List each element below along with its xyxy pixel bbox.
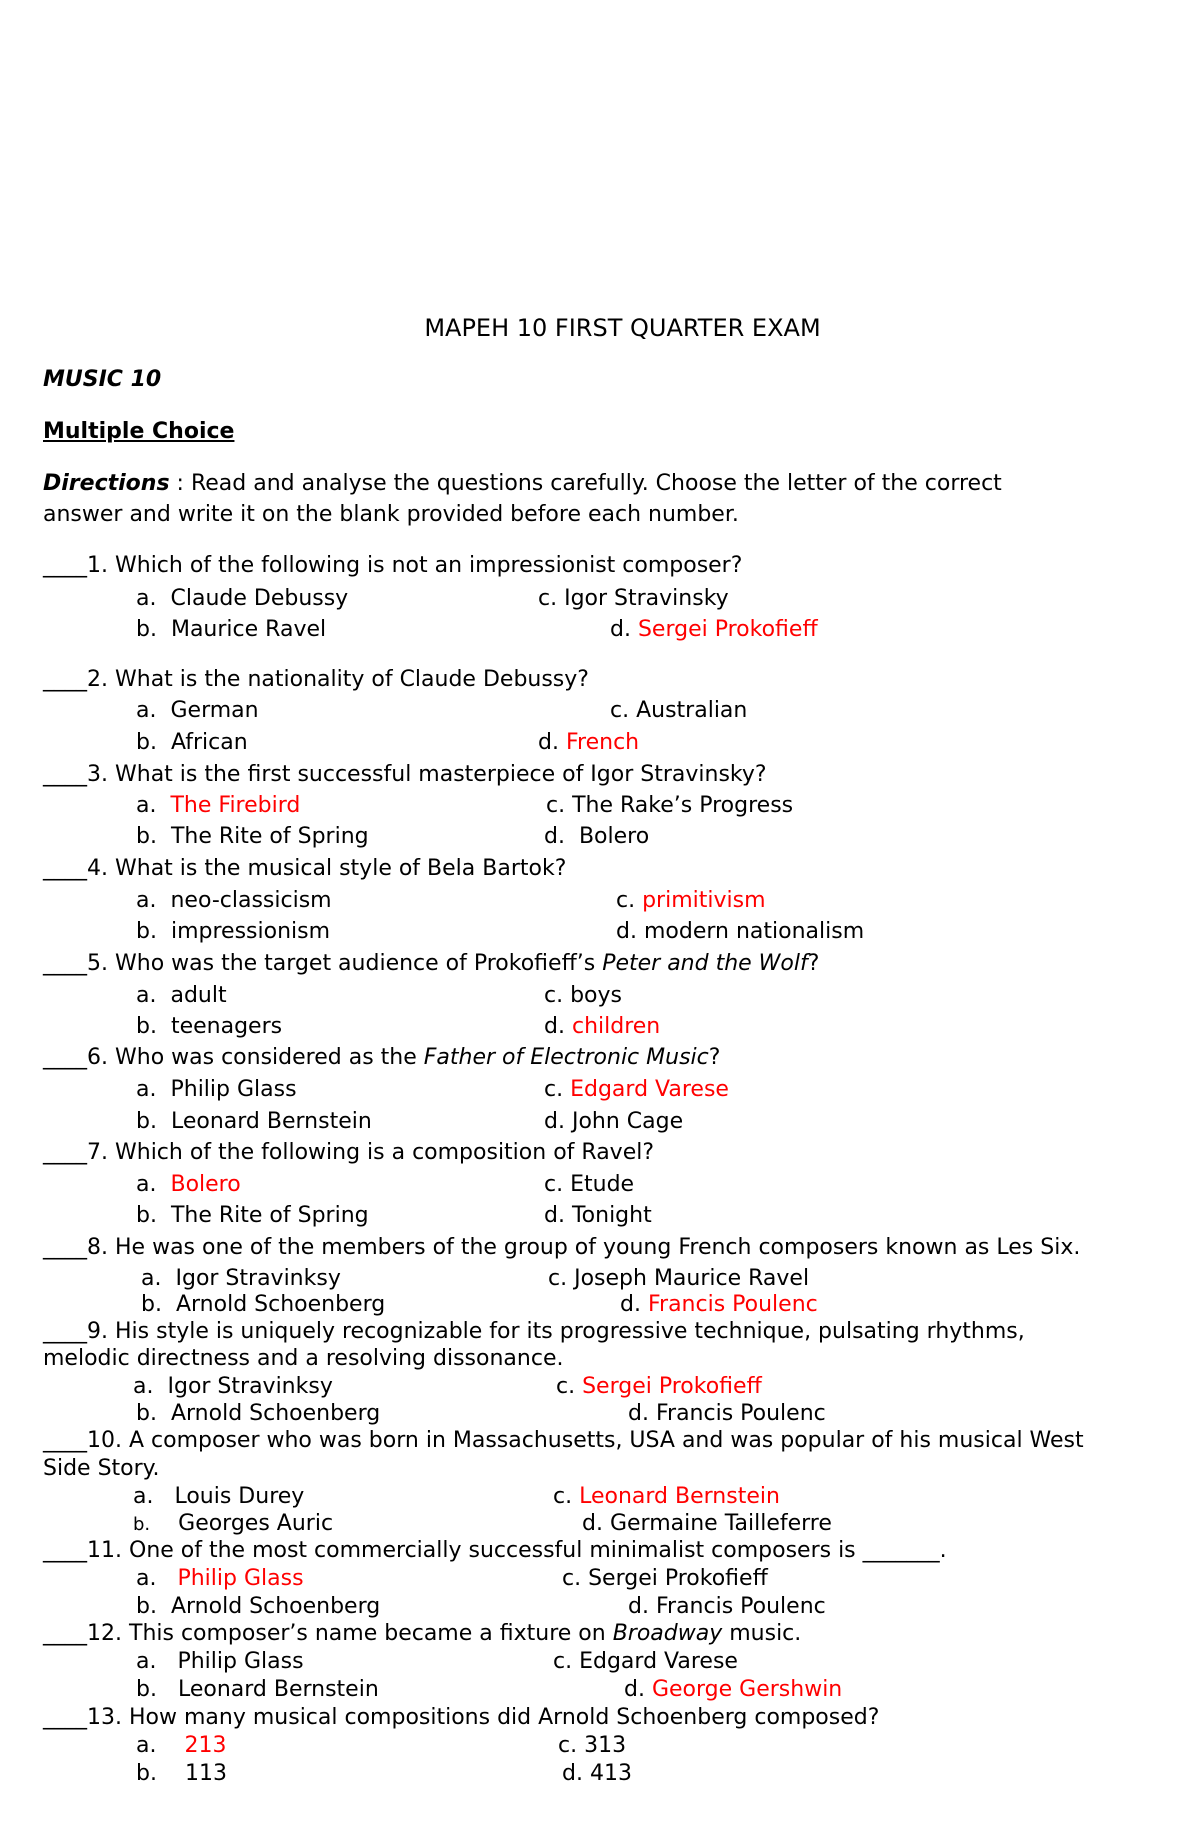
option-letter: a. <box>136 888 157 913</box>
option-text: Igor Stravinksy <box>175 1266 341 1291</box>
correct-answer: Sergei Prokofieff <box>637 617 818 642</box>
option-text: boys <box>570 983 622 1008</box>
option-a <box>136 793 300 819</box>
option-letter: d. <box>544 1014 565 1039</box>
option-b <box>136 1761 227 1787</box>
option-text: Germaine Tailleferre <box>609 1511 832 1536</box>
question-1 <box>43 553 742 579</box>
option-text: Maurice Ravel <box>170 617 327 642</box>
correct-answer: Leonard Bernstein <box>579 1484 780 1509</box>
correct-answer: Edgard Varese <box>570 1077 729 1102</box>
question-number: 11. <box>87 1538 122 1563</box>
option-letter: d. <box>616 919 637 944</box>
option-b <box>136 617 326 643</box>
directions-text: : Read and analyse the questions carefully. Choose the letter of the correct <box>169 471 1002 496</box>
option-letter: c. <box>553 1649 573 1674</box>
option-letter: c. <box>553 1484 573 1509</box>
option-letter: a. <box>141 1266 162 1291</box>
option-b <box>136 1203 369 1229</box>
option-c <box>610 698 747 724</box>
option-text: African <box>170 730 248 755</box>
question-text: What is the first successful masterpiece of Igor Stravinsky? <box>115 762 767 787</box>
option-a <box>136 1649 304 1675</box>
option-a <box>133 1374 333 1400</box>
option-text: Philip Glass <box>170 1077 297 1102</box>
option-text: Joseph Maurice Ravel <box>574 1266 810 1291</box>
question-11 <box>43 1538 947 1564</box>
question-number: 13. <box>87 1705 122 1730</box>
option-letter: a. <box>136 1172 157 1197</box>
option-text: Georges Auric <box>178 1511 334 1536</box>
option-letter: b. <box>136 1109 157 1134</box>
answer-blank[interactable]: ____ <box>43 1235 87 1260</box>
correct-answer: 213 <box>184 1733 227 1758</box>
option-letter: d. <box>628 1594 649 1619</box>
question-text: A composer who was born in Massachusetts, USA and was popular of his musical West <box>129 1428 1084 1453</box>
option-d <box>544 1109 683 1135</box>
option-text: Claude Debussy <box>170 586 349 611</box>
option-a <box>141 1266 341 1292</box>
option-b <box>136 1014 282 1040</box>
option-letter: c. <box>562 1566 582 1591</box>
option-a <box>136 586 348 612</box>
option-b <box>133 1511 333 1538</box>
option-text: Arnold Schoenberg <box>170 1401 381 1426</box>
option-d <box>562 1761 632 1787</box>
option-text: Francis Poulenc <box>655 1594 826 1619</box>
option-letter: c. <box>538 586 558 611</box>
directions-label: Directions <box>43 471 170 496</box>
option-a <box>136 983 227 1009</box>
option-text: neo-classicism <box>170 888 332 913</box>
question-text: Who was considered as the <box>115 1045 424 1070</box>
option-letter: d. <box>620 1292 641 1317</box>
option-c <box>553 1649 738 1675</box>
option-text: The Rite of Spring <box>170 1203 369 1228</box>
option-text: Francis Poulenc <box>655 1401 826 1426</box>
question-4 <box>43 856 566 882</box>
option-letter: c. <box>556 1374 576 1399</box>
option-text: 313 <box>584 1733 627 1758</box>
option-text: impressionism <box>170 919 331 944</box>
subject-heading: MUSIC 10 <box>43 367 162 392</box>
option-text: Arnold Schoenberg <box>175 1292 386 1317</box>
option-letter: a. <box>136 698 157 723</box>
correct-answer: George Gershwin <box>651 1677 843 1702</box>
option-letter: d. <box>544 824 565 849</box>
answer-blank[interactable]: ____ <box>43 553 87 578</box>
section-heading: Multiple Choice <box>43 419 235 444</box>
option-b <box>141 1292 385 1318</box>
option-d <box>610 617 818 643</box>
option-letter: a. <box>136 586 157 611</box>
option-letter: a. <box>136 793 157 818</box>
italic-phrase: Father of Electronic Music <box>423 1045 709 1070</box>
option-letter: b. <box>136 730 157 755</box>
correct-answer: Francis Poulenc <box>647 1292 818 1317</box>
option-letter: c. <box>558 1733 578 1758</box>
question-number: 12. <box>87 1621 122 1646</box>
question-10 <box>43 1428 1084 1454</box>
answer-blank[interactable]: ____ <box>43 1319 87 1344</box>
option-c <box>616 888 766 914</box>
question-text: How many musical compositions did Arnold Schoenberg composed? <box>129 1705 880 1730</box>
question-3 <box>43 762 767 788</box>
option-text: 413 <box>589 1761 632 1786</box>
answer-blank[interactable]: ____ <box>43 1140 87 1165</box>
option-c <box>546 793 793 819</box>
answer-blank[interactable]: ____ <box>43 1428 87 1453</box>
option-letter: d. <box>538 730 559 755</box>
correct-answer: The Firebird <box>170 793 301 818</box>
question-13 <box>43 1705 879 1731</box>
option-d <box>544 1203 652 1229</box>
option-letter: c. <box>544 983 564 1008</box>
question-10-line-2: Side Story. <box>43 1456 160 1481</box>
option-text: 113 <box>184 1761 227 1786</box>
question-text: His style is uniquely recognizable for its progressive technique, pulsating rhythms, <box>115 1319 1025 1344</box>
option-letter: c. <box>546 793 566 818</box>
option-a <box>133 1484 304 1510</box>
option-letter: c. <box>544 1077 564 1102</box>
option-text: Igor Stravinksy <box>167 1374 333 1399</box>
option-letter: b. <box>136 1761 157 1786</box>
question-9 <box>43 1319 1025 1345</box>
option-c <box>556 1374 762 1400</box>
option-text: Sergei Prokofieff <box>588 1566 768 1591</box>
option-text: Leonard Bernstein <box>177 1677 379 1702</box>
answer-blank[interactable]: ____ <box>43 1538 87 1563</box>
option-letter: a. <box>136 1649 157 1674</box>
option-text: adult <box>170 983 227 1008</box>
option-a <box>136 1077 297 1103</box>
question-number: 3. <box>87 762 108 787</box>
option-letter: c. <box>544 1172 564 1197</box>
option-letter: c. <box>548 1266 568 1291</box>
question-text: This composer’s name became a fixture on <box>129 1621 613 1646</box>
option-text: German <box>170 698 259 723</box>
option-c <box>544 1172 634 1198</box>
directions-line-1 <box>43 471 1002 497</box>
question-12 <box>43 1621 801 1647</box>
option-letter: a. <box>133 1484 154 1509</box>
question-number: 4. <box>87 856 108 881</box>
correct-answer: children <box>571 1014 661 1039</box>
option-letter: d. <box>610 617 631 642</box>
option-letter: b. <box>136 919 157 944</box>
option-letter: b. <box>136 1203 157 1228</box>
correct-answer: primitivism <box>642 888 766 913</box>
correct-answer: Bolero <box>170 1172 241 1197</box>
option-letter: b. <box>136 617 157 642</box>
question-8 <box>43 1235 1080 1261</box>
option-letter: a. <box>136 1077 157 1102</box>
answer-blank[interactable]: ____ <box>43 856 87 881</box>
option-letter: d. <box>544 1109 565 1134</box>
option-letter: b. <box>136 824 157 849</box>
option-text: modern nationalism <box>643 919 865 944</box>
question-number: 1. <box>87 553 108 578</box>
correct-answer: Philip Glass <box>177 1566 304 1591</box>
option-a <box>136 888 332 914</box>
option-b <box>136 1594 380 1620</box>
option-text: Philip Glass <box>177 1649 304 1674</box>
option-letter: d. <box>582 1511 603 1536</box>
option-c <box>544 1077 729 1103</box>
option-text: Leonard Bernstein <box>170 1109 372 1134</box>
question-text: Who was the target audience of Prokofieff’s <box>115 951 603 976</box>
question-number: 10. <box>87 1428 122 1453</box>
question-number: 8. <box>87 1235 108 1260</box>
question-text: What is the musical style of Bela Bartok? <box>115 856 567 881</box>
option-d <box>544 824 649 850</box>
option-text: The Rake’s Progress <box>572 793 794 818</box>
option-b <box>136 1401 380 1427</box>
option-letter: d. <box>562 1761 583 1786</box>
option-text: John Cage <box>571 1109 684 1134</box>
page-title: MAPEH 10 FIRST QUARTER EXAM <box>424 314 821 342</box>
question-number: 9. <box>87 1319 108 1344</box>
answer-blank[interactable]: ____ <box>43 1621 87 1646</box>
option-b <box>136 1677 379 1703</box>
option-text: Arnold Schoenberg <box>170 1594 381 1619</box>
option-d <box>624 1677 842 1703</box>
question-number: 7. <box>87 1140 108 1165</box>
option-letter: c. <box>616 888 636 913</box>
option-d <box>616 919 864 945</box>
option-text: Bolero <box>578 824 650 849</box>
work-title: Peter and the Wolf <box>602 951 808 976</box>
question-2 <box>43 667 589 693</box>
question-9-line-2: melodic directness and a resolving dissonance. <box>43 1346 564 1371</box>
option-b <box>136 730 248 756</box>
answer-blank[interactable]: ____ <box>43 1045 87 1070</box>
question-5 <box>43 951 819 977</box>
question-7 <box>43 1140 654 1166</box>
option-text: Louis Durey <box>174 1484 305 1509</box>
option-letter: b. <box>136 1677 157 1702</box>
option-d <box>582 1511 832 1537</box>
option-c <box>553 1484 780 1510</box>
question-text-end: music. <box>722 1621 802 1646</box>
option-d <box>620 1292 818 1318</box>
option-a <box>136 1172 241 1198</box>
option-d <box>538 730 639 756</box>
option-letter: b. <box>136 1401 157 1426</box>
option-letter: b. <box>136 1014 157 1039</box>
option-letter: b. <box>136 1594 157 1619</box>
option-b <box>136 824 369 850</box>
option-c <box>562 1566 768 1592</box>
answer-blank[interactable]: ____ <box>43 1705 87 1730</box>
question-number: 2. <box>87 667 108 692</box>
option-c <box>538 586 729 612</box>
option-letter: a. <box>136 983 157 1008</box>
option-d <box>628 1401 826 1427</box>
option-d <box>544 1014 660 1040</box>
option-text: Edgard Varese <box>579 1649 738 1674</box>
option-b <box>136 1109 372 1135</box>
option-letter: c. <box>610 698 630 723</box>
italic-phrase: Broadway <box>612 1621 723 1646</box>
question-text: Which of the following is not an impressionist composer? <box>115 553 743 578</box>
correct-answer: French <box>565 730 640 755</box>
question-number: 5. <box>87 951 108 976</box>
option-d <box>628 1594 826 1620</box>
option-letter: b. <box>141 1292 162 1317</box>
question-text: One of the most commercially successful minimalist composers is _______. <box>129 1538 947 1563</box>
option-text: Tonight <box>571 1203 652 1228</box>
option-text: teenagers <box>170 1014 283 1039</box>
option-a <box>136 1733 226 1759</box>
option-letter: a. <box>136 1566 157 1591</box>
question-text-end: ? <box>708 1045 721 1070</box>
answer-blank[interactable]: ____ <box>43 951 87 976</box>
option-text: The Rite of Spring <box>170 824 369 849</box>
option-text: Australian <box>636 698 748 723</box>
option-c <box>558 1733 626 1759</box>
option-letter: a. <box>136 1733 157 1758</box>
option-letter: d. <box>544 1203 565 1228</box>
directions-line-2: answer and write it on the blank provided before each number. <box>43 502 739 527</box>
question-text: Which of the following is a composition of Ravel? <box>115 1140 655 1165</box>
option-b <box>136 919 330 945</box>
option-letter: d. <box>624 1677 645 1702</box>
option-c <box>548 1266 809 1292</box>
question-text: What is the nationality of Claude Debussy? <box>115 667 589 692</box>
option-text: Etude <box>570 1172 635 1197</box>
answer-blank[interactable]: ____ <box>43 667 87 692</box>
option-c <box>544 983 622 1009</box>
answer-blank[interactable]: ____ <box>43 762 87 787</box>
option-letter: a. <box>133 1374 154 1399</box>
question-text: He was one of the members of the group of young French composers known as Les Six. <box>115 1235 1081 1260</box>
correct-answer: Sergei Prokofieff <box>582 1374 762 1399</box>
question-6 <box>43 1045 720 1071</box>
option-a <box>136 698 259 724</box>
option-text: Igor Stravinsky <box>564 586 729 611</box>
question-number: 6. <box>87 1045 108 1070</box>
option-letter: d. <box>628 1401 649 1426</box>
option-a <box>136 1566 304 1592</box>
option-letter: b. <box>133 1514 151 1535</box>
question-text-end: ? <box>807 951 820 976</box>
